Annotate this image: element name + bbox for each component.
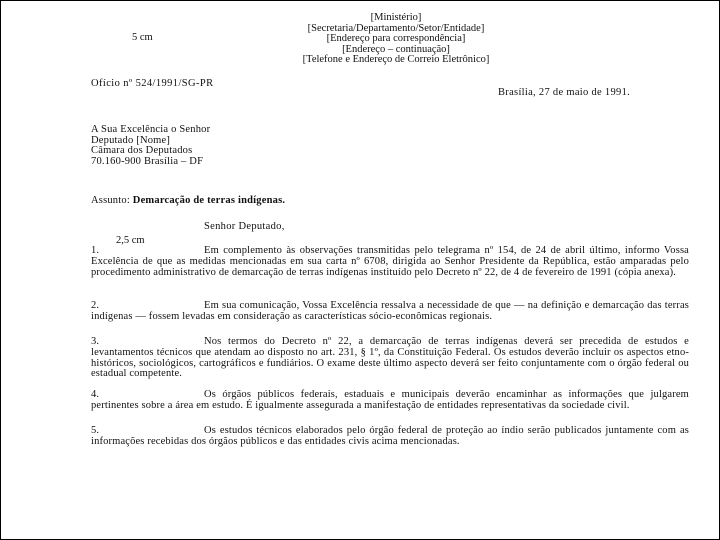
paragraph-number: 3. xyxy=(91,336,100,347)
paragraph-text: Nos termos do Decreto nº 22, a demarcação de terras indígenas deverá ser precedida de estudos e levantamentos técnicos que atendam ao disposto no art. 231, § 1º, da Constituição Federal. Os estudos deverão incluir os aspectos etno-históricos, sociológicos, cartográficos e fundiários. O exame deste último aspecto deverá ser feito conjuntamente com o órgão federal ou estadual competente. xyxy=(91,336,689,380)
subject-line xyxy=(91,195,285,206)
paragraph-3 xyxy=(91,337,689,380)
oficio-number: Ofício nº 524/1991/SG-PR xyxy=(91,78,214,89)
subject-label: Assunto: xyxy=(91,195,130,206)
addressee-line: A Sua Excelência o Senhor xyxy=(91,124,211,135)
paragraph-number: 1. xyxy=(91,245,100,256)
paragraph-text: Os órgãos públicos federais, estaduais e municipais deverão encaminhar as informações que julgarem pertinentes sobre a área em estudo. É igualmente assegurada a manifestação de entidades representativas da sociedade civil. xyxy=(91,389,689,411)
addressee-line: 70.160-900 Brasília – DF xyxy=(91,155,204,167)
paragraph-1 xyxy=(91,246,689,278)
addressee-line: Câmara dos Deputados xyxy=(91,145,193,156)
letterhead-line: [Telefone e Endereço de Correio Eletrônico] xyxy=(302,54,490,65)
paragraph-text: Em complemento às observações transmitidas pelo telegrama nº 154, de 24 de abril último, informo Vossa Excelência de que as medidas mencionadas em sua carta nº 6708, dirigida ao Senhor Presidente da República, estão amparadas pelo procedimento administrativo de demarcação de terras indígenas instituído pelo Decreto nº 22, de 4 de fevereiro de 1991 (cópia anexa). xyxy=(91,245,689,278)
top-margin-note: 5 cm xyxy=(132,32,153,43)
paragraph-number: 5. xyxy=(91,425,100,436)
addressee-line: Deputado [Nome] xyxy=(91,134,171,146)
paragraph-number: 4. xyxy=(91,389,100,400)
letterhead-line: [Secretaria/Departamento/Setor/Entidade] xyxy=(307,22,485,34)
addressee-block xyxy=(91,125,210,167)
salutation: Senhor Deputado, xyxy=(204,221,285,232)
subject-text: Demarcação de terras indígenas. xyxy=(132,195,286,206)
paragraph-number: 2. xyxy=(91,300,100,311)
paragraph-text: Os estudos técnicos elaborados pelo órgão federal de proteção ao índio serão publicados juntamente com as informações recebidas dos órgãos públicos e das entidades civis acima mencionadas. xyxy=(91,425,689,447)
letterhead-line: [Ministério] xyxy=(370,12,422,23)
left-margin-note: 2,5 cm xyxy=(116,235,145,246)
paragraph-5 xyxy=(91,426,689,448)
letterhead xyxy=(266,13,526,66)
letterhead-line: [Endereço para correspondência] xyxy=(326,33,466,44)
paragraph-text: Em sua comunicação, Vossa Excelência ressalva a necessidade de que — na definição e demarcação das terras indígenas — fossem levadas em consideração as características sócio-econômicas regionais. xyxy=(91,300,689,322)
paragraph-4 xyxy=(91,390,689,412)
paragraph-2 xyxy=(91,301,689,323)
letterhead-line: [Endereço – continuação] xyxy=(342,43,450,55)
dateline: Brasília, 27 de maio de 1991. xyxy=(498,87,631,98)
